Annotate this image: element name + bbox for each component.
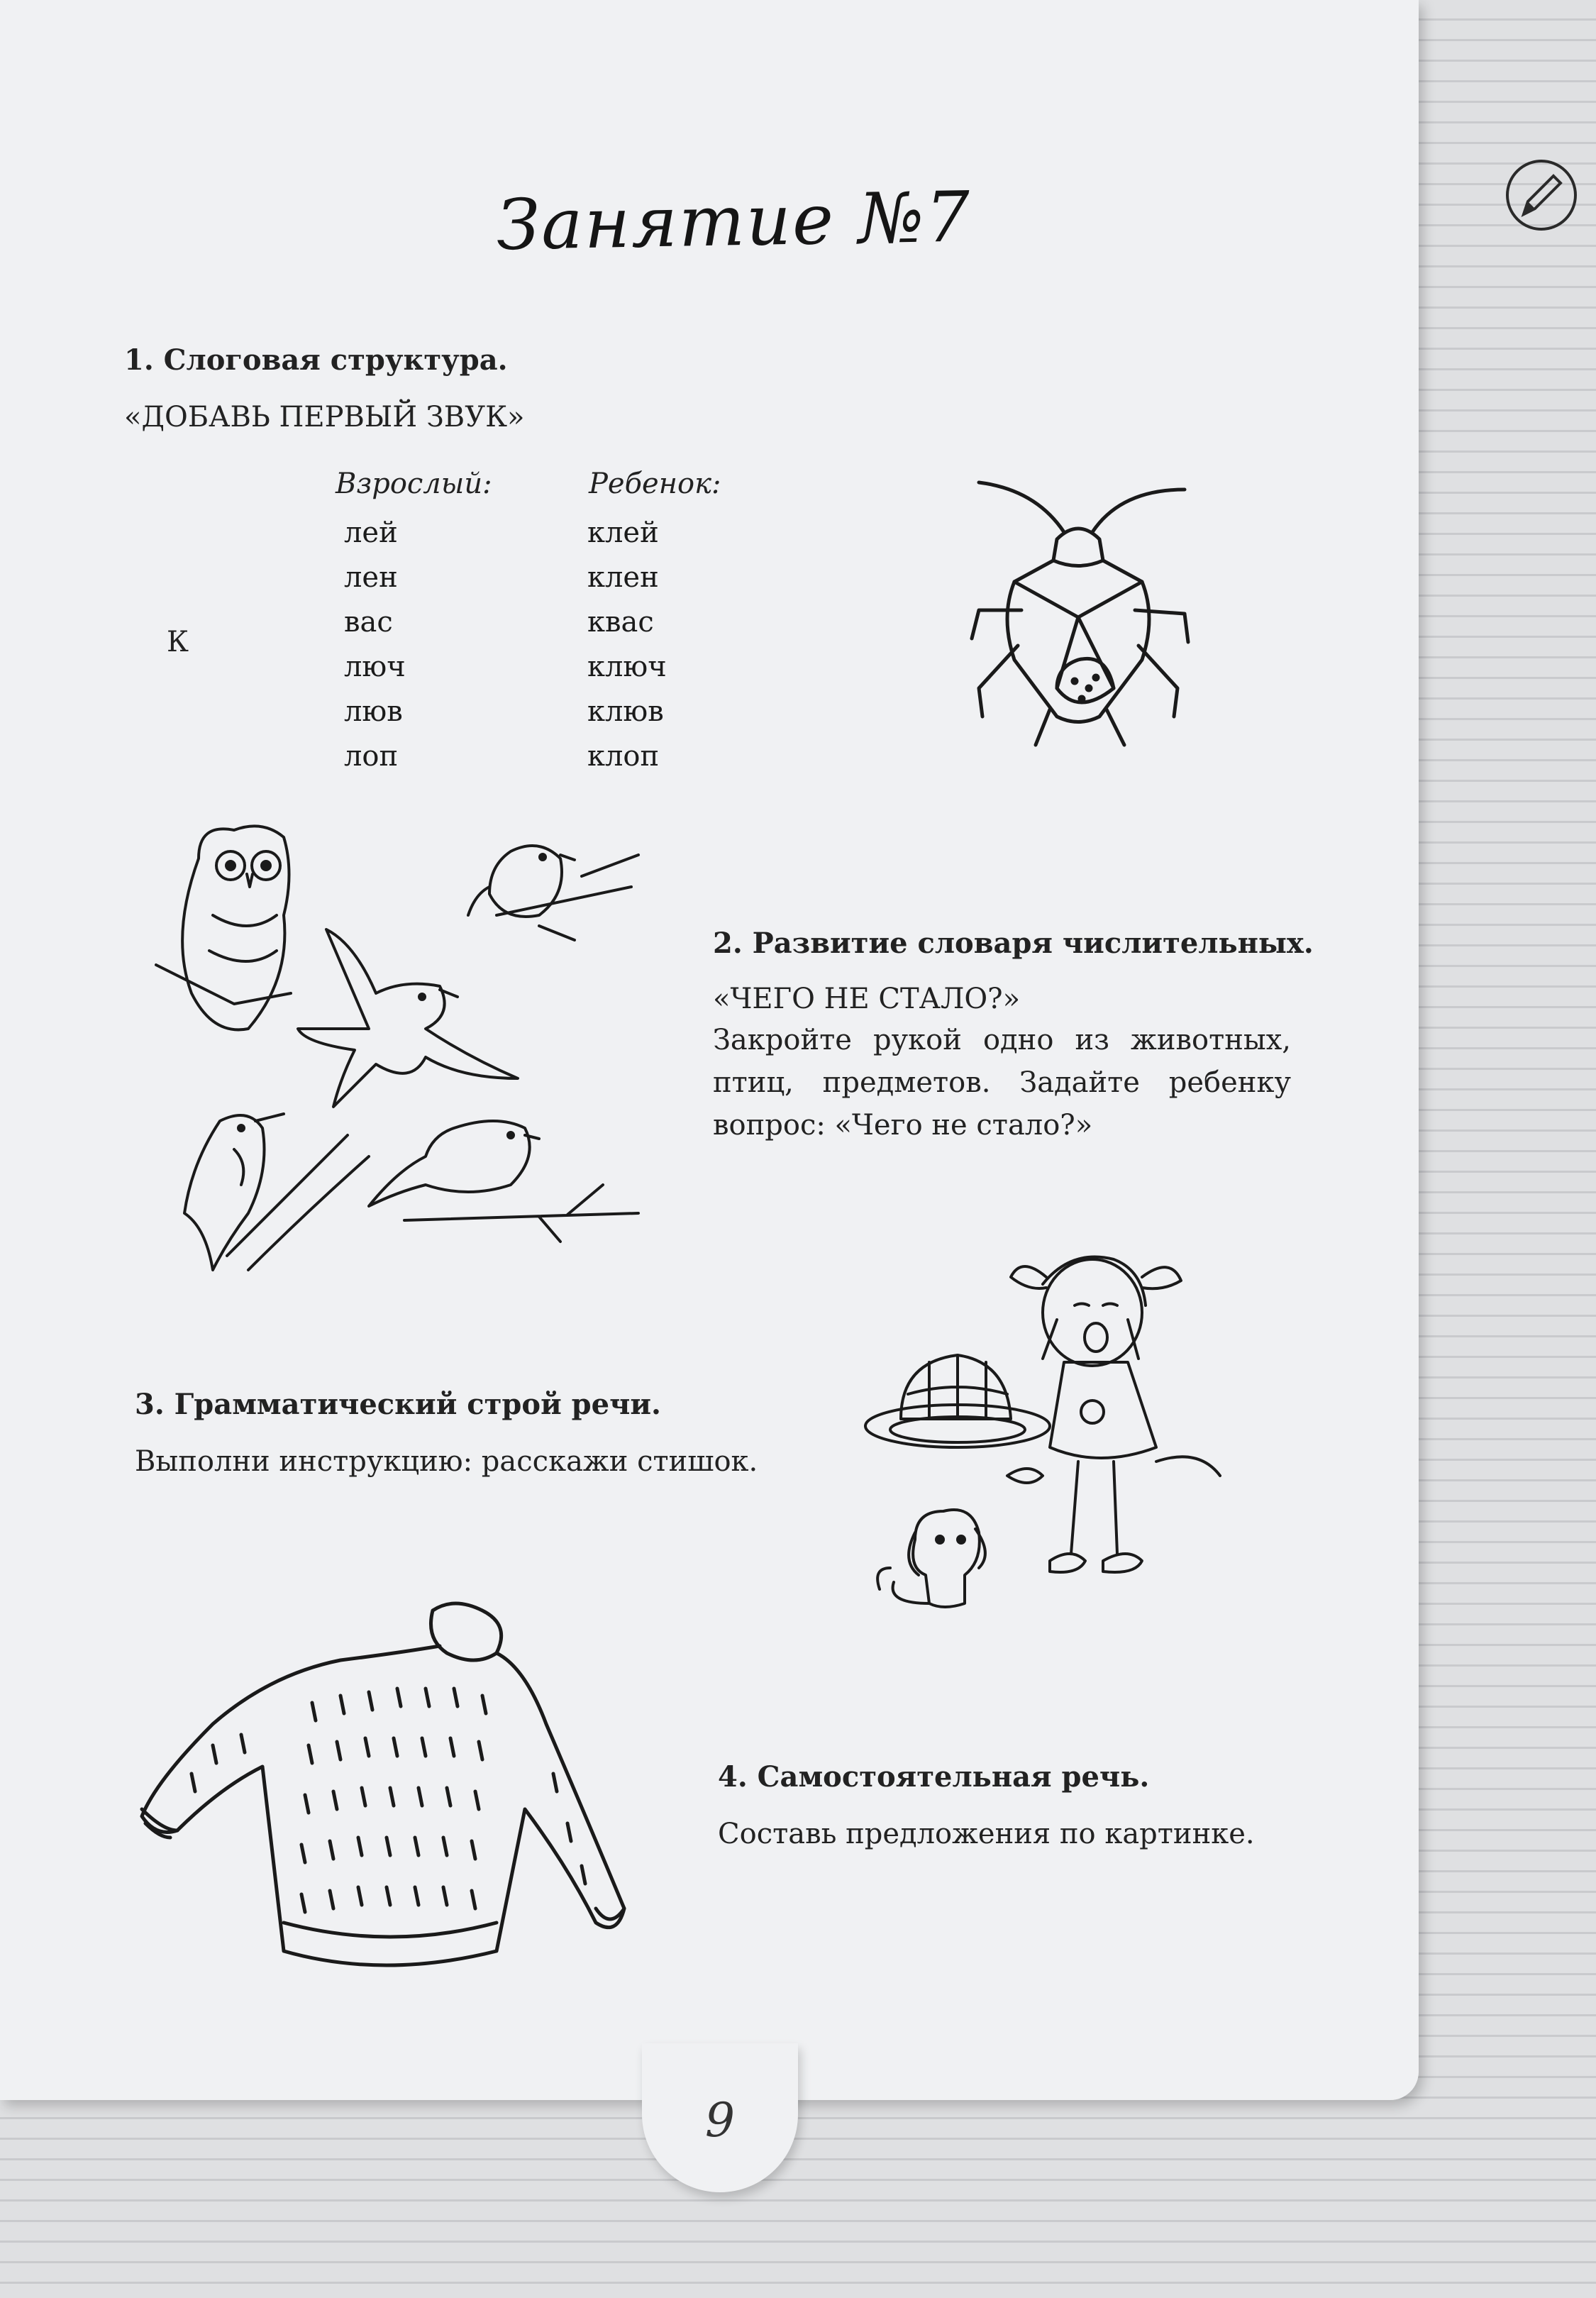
section4-heading: 4. Самостоятельная речь. <box>718 1760 1150 1794</box>
adult-word: вас <box>344 606 393 639</box>
child-word: клей <box>587 517 659 549</box>
page-number: 9 <box>705 2093 735 2148</box>
child-word: клюв <box>587 695 664 728</box>
adult-word: люч <box>344 651 406 683</box>
adult-word: лен <box>344 561 398 594</box>
adult-header: Взрослый: <box>336 468 492 500</box>
child-words-list <box>587 511 667 779</box>
section3-heading: 3. Грамматический строй речи. <box>135 1388 661 1421</box>
adult-word: лоп <box>344 740 399 773</box>
child-word: клоп <box>587 740 660 773</box>
birds-drawing <box>142 816 667 1277</box>
child-word: квас <box>587 606 654 639</box>
girl-crying-drawing <box>858 1234 1227 1632</box>
adult-word: люв <box>344 695 403 728</box>
section2-heading: 2. Развитие словаря числительных. <box>713 927 1314 960</box>
child-header: Ребенок: <box>589 468 721 500</box>
sweater-drawing <box>128 1596 688 2001</box>
section3-instruction: Выполни инструкцию: расскажи стишок. <box>135 1445 758 1478</box>
section2-game: «ЧЕГО НЕ СТАЛО?» <box>713 983 1021 1015</box>
bug-drawing <box>951 475 1206 759</box>
child-word: клен <box>587 561 659 594</box>
adult-words-list <box>344 511 406 779</box>
pencil-icon <box>1502 156 1580 234</box>
prefix-letter: К <box>167 626 189 658</box>
section1-heading: 1. Слоговая структура. <box>124 343 508 377</box>
lesson-title: Занятие №7 <box>496 177 972 267</box>
section1-game: «ДОБАВЬ ПЕРВЫЙ ЗВУК» <box>124 401 525 433</box>
section2-instruction: Закройте рукой одно из животных, птиц, предметов. Задайте ребенку вопрос: «Чего не стало?» <box>713 1024 1291 1142</box>
child-word: ключ <box>587 651 667 683</box>
adult-word: лей <box>344 517 398 549</box>
section4-instruction: Составь предложения по картинке. <box>718 1818 1255 1850</box>
